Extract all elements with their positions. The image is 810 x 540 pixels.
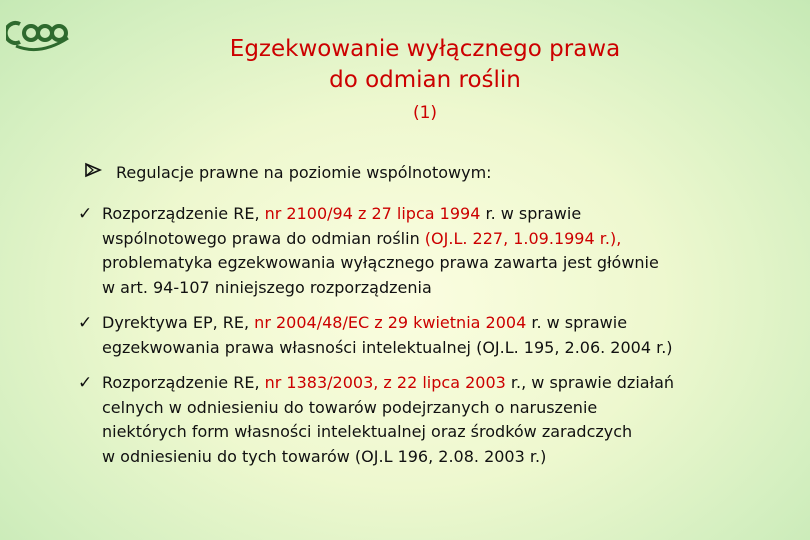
checkmark-icon: ✓ (78, 373, 93, 393)
arrow-bullet-icon (84, 162, 106, 182)
item-line: w odniesieniu do tych towarów (OJ.L 196, 2.08. 2003 r.) (102, 446, 547, 466)
item-line (74, 227, 794, 252)
item-text: Dyrektywa EP, RE, (102, 313, 255, 332)
item-text: Rozporządzenie RE, (102, 373, 265, 392)
list-item (74, 311, 794, 360)
item-reference: nr 2004/48/EC z 29 kwietnia 2004 (254, 313, 527, 332)
checkmark-icon: ✓ (78, 313, 93, 333)
item-reference: (OJ.L. 227, 1.09.1994 r.), (424, 228, 622, 248)
item-line: celnych w odniesieniu do towarów podejrzanych o naruszenie (102, 397, 598, 417)
item-reference: nr 2100/94 z 27 lipca 1994 (264, 204, 481, 223)
item-line: niektórych form własności intelektualnej oraz środków zaradczych (102, 422, 633, 441)
item-line (74, 202, 794, 227)
item-text: r. w sprawie (526, 313, 628, 332)
page-title (100, 34, 750, 96)
list-item (74, 371, 794, 469)
item-text: wspólnotowego prawa do odmian roślin (102, 228, 425, 248)
item-text: r., w sprawie działań (505, 373, 675, 392)
title-line-1: Egzekwowanie wyłącznego prawa (229, 36, 621, 62)
page-subtitle: (1) (412, 103, 438, 123)
item-line (74, 371, 794, 396)
item-line: problematyka egzekwowania wyłącznego prawa zawarta jest głównie (102, 253, 659, 272)
item-reference: nr 1383/2003, z 22 lipca 2003 (264, 373, 506, 392)
item-line: w art. 94-107 niniejszego rozporządzenia (102, 277, 432, 297)
item-line: egzekwowania prawa własności intelektualnej (OJ.L. 195, 2.06. 2004 r.) (102, 337, 673, 357)
item-line (74, 311, 794, 336)
section-heading (84, 162, 492, 182)
item-text: Rozporządzenie RE, (102, 204, 265, 223)
list-item (74, 202, 794, 300)
checkmark-icon: ✓ (78, 204, 93, 224)
cobo-logo-icon (6, 16, 72, 52)
section-heading-text: Regulacje prawne na poziomie wspólnotowym: (116, 162, 492, 182)
item-text: r. w sprawie (480, 204, 582, 223)
title-line-2: do odmian roślin (329, 67, 521, 93)
